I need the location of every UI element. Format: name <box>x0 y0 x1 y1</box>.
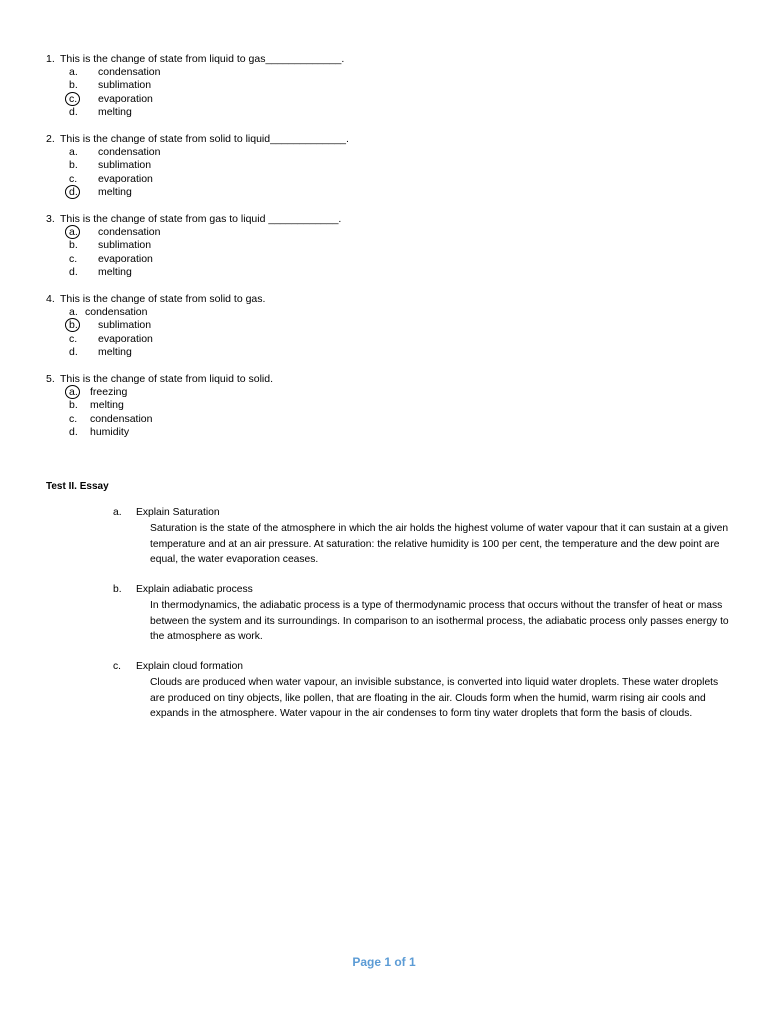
option-b: b. melting <box>69 399 124 412</box>
essay-item-c: c. Explain cloud formation Clouds are produced when water vapour, an invisible substance, is converted into liquid water droplets. These water droplets are produced on tiny objects, like pollen, that are floating in the air. Clouds form when the humid, warm rising air cools and expands in the atmosphere. Water vapour in the air condenses to form tiny water droplets that form the basis of clouds. <box>113 659 730 722</box>
section-title: Test II. Essay <box>46 481 109 492</box>
option-c: c. evaporation <box>69 172 153 185</box>
option-b: b. sublimation <box>69 239 152 252</box>
question-number: 1. <box>46 53 55 65</box>
option-c: c. evaporation <box>69 332 153 345</box>
essay-item-b: b. Explain adiabatic process In thermodynamics, the adiabatic process is a type of thermodynamic process that occurs without the transfer of heat or mass between the system and its surroundings. In comparison to an isothermal process, the adiabatic process only passes energy to the atmosphere as work. <box>113 582 730 645</box>
option-d: d. melting <box>46 186 349 199</box>
question-number: 3. <box>46 213 55 225</box>
option-d: d. humidity <box>69 425 130 438</box>
essay-answer: Saturation is the state of the atmosphere in which the air holds the highest volume of water vapour that it can sustain at a given temperature and at an air pressure. At saturation: the relative humidity is 100 per cent, the temperature and the dew point are equal, the water evaporation ceases. <box>150 523 729 565</box>
option-d: d. melting <box>69 105 132 118</box>
question-number: 5. <box>46 373 55 385</box>
question-stem: This is the change of state from liquid to solid. <box>60 373 274 385</box>
option-d: d. melting <box>69 265 132 278</box>
option-c: c. condensation <box>69 412 153 425</box>
option-a: a. condensation <box>46 226 341 239</box>
essay-answer: Clouds are produced when water vapour, an invisible substance, is converted into liquid water droplets. These water droplets are produced on tiny objects, like pollen, that are floating in the air. Clouds form when the humid, warm rising air cools and expands in the atmosphere. Water vapour in the air condenses to form tiny water droplets that form the basis of clouds. <box>150 677 719 719</box>
option-a: a. condensation <box>69 146 161 158</box>
option-b: b. sublimation <box>69 79 152 92</box>
option-d: d. melting <box>69 345 132 358</box>
question-stem: This is the change of state from liquid to gas_____________. <box>60 53 345 65</box>
option-c: c. evaporation <box>46 93 344 106</box>
question-stem: This is the change of state from solid to gas. <box>60 293 266 305</box>
essay-title: Explain Saturation <box>136 507 220 518</box>
option-c: c. evaporation <box>69 252 153 265</box>
question-2 <box>46 133 349 199</box>
question-number: 2. <box>46 133 55 145</box>
essay-answer: In thermodynamics, the adiabatic process is a type of thermodynamic process that occurs without the transfer of heat or mass between the system and its surroundings. In comparison to an isothermal process, the adiabatic process only passes energy to the atmosphere as work. <box>150 600 729 642</box>
essay-title: Explain cloud formation <box>136 661 244 672</box>
option-b: b. sublimation <box>69 159 152 172</box>
option-b: b. sublimation <box>46 319 265 332</box>
question-number: 4. <box>46 293 55 305</box>
option-a: a. freezing <box>46 386 273 399</box>
question-stem: This is the change of state from gas to liquid ____________. <box>60 213 342 225</box>
question-stem: This is the change of state from solid to liquid_____________. <box>60 133 349 145</box>
option-a: a. condensation <box>69 66 161 78</box>
essay-item-a: a. Explain Saturation Saturation is the state of the atmosphere in which the air holds the highest volume of water vapour that it can sustain at a given temperature and at an air pressure. At saturation: the relative humidity is 100 per cent, the temperature and the dew point are equal, the water evaporation ceases. <box>113 505 730 568</box>
question-1 <box>46 53 344 119</box>
page-number: Page 1 of 1 <box>352 955 416 969</box>
option-a: a. condensation <box>69 306 148 318</box>
question-3 <box>46 213 341 279</box>
essay-title: Explain adiabatic process <box>136 584 253 595</box>
question-4 <box>46 293 265 359</box>
question-5 <box>46 373 273 439</box>
